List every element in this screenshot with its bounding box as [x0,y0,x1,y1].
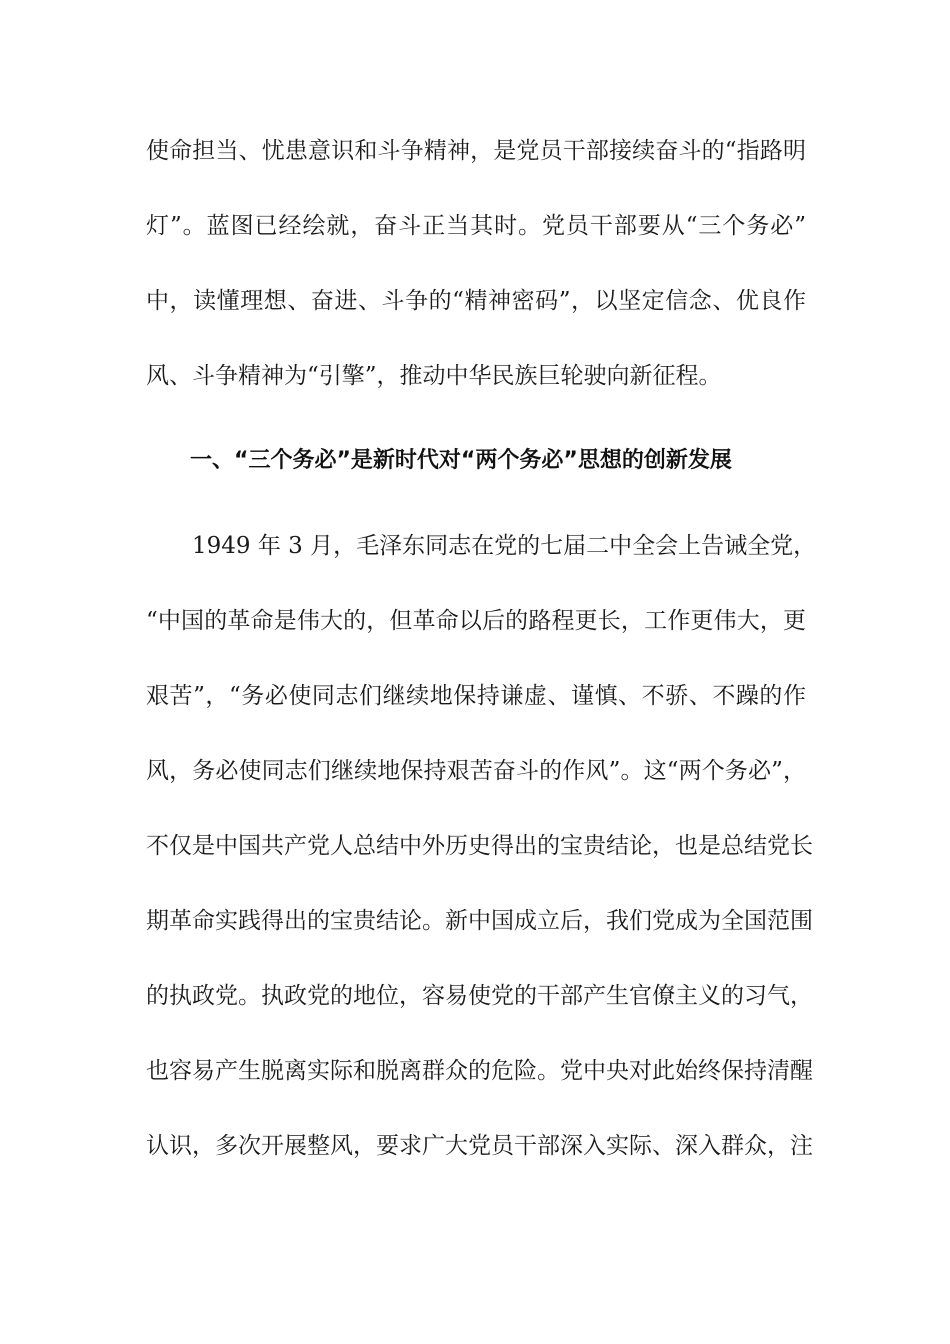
paragraph-2-line-1: 1949 年 3 月，毛泽东同志在党的七届二中全会上告诫全党， [192,533,817,559]
paragraph-2-line-7: 的执政党。执政党的地位，容易使党的干部产生官僚主义的习气， [146,983,813,1009]
paragraph-1-line-3: 中，读懂理想、奋进、斗争的“精神密码”，以坚定信念、优良作 [146,288,806,314]
paragraph-2-line-5: 不仅是中国共产党人总结中外历史得出的宝贵结论，也是总结党长 [146,833,813,859]
paragraph-2-line-4: 风，务必使同志们继续地保持艰苦奋斗的作风”。这“两个务必”， [146,758,806,784]
paragraph-1-line-4: 风、斗争精神为“引擎”，推动中华民族巨轮驶向新征程。 [146,363,722,389]
paragraph-2-line-6: 期革命实践得出的宝贵结论。新中国成立后，我们党成为全国范围 [146,908,813,934]
paragraph-2-line-9: 认识，多次开展整风，要求广大党员干部深入实际、深入群众，注 [146,1133,813,1159]
paragraph-2-line-2: “中国的革命是伟大的，但革命以后的路程更长，工作更伟大，更 [146,608,806,634]
paragraph-1-line-2: 灯”。蓝图已经绘就，奋斗正当其时。党员干部要从“三个务必” [146,213,806,239]
paragraph-2-line-8: 也容易产生脱离实际和脱离群众的危险。党中央对此始终保持清醒 [146,1058,813,1084]
paragraph-1-line-1: 使命担当、忧患意识和斗争精神，是党员干部接续奋斗的“指路明 [146,138,806,164]
section-heading-1: 一、“三个务必”是新时代对“两个务必”思想的创新发展 [190,448,732,473]
paragraph-2-line-3: 艰苦”，“务必使同志们继续地保持谦虚、谨慎、不骄、不躁的作 [146,683,806,709]
